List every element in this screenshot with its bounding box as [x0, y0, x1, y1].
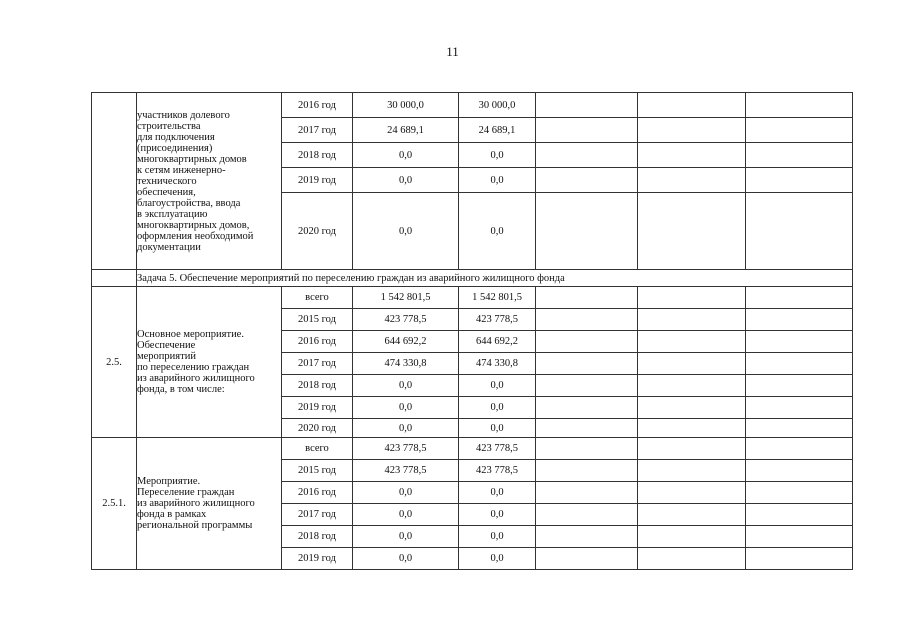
total-value: 0,0 — [353, 419, 459, 438]
total-value: 474 330,8 — [353, 353, 459, 375]
empty-cell — [536, 193, 638, 270]
budget-value: 423 778,5 — [459, 309, 536, 331]
activity-name-line: фонда, в том числе: — [137, 384, 225, 395]
budget-value: 0,0 — [459, 504, 536, 526]
empty-cell — [536, 375, 638, 397]
budget-value: 30 000,0 — [459, 93, 536, 118]
activity-name-line: обеспечения, — [137, 187, 196, 198]
total-value: 0,0 — [353, 397, 459, 419]
empty-cell — [638, 504, 746, 526]
activity-name — [137, 438, 282, 570]
empty-cell — [746, 375, 853, 397]
year-cell: 2020 год — [282, 193, 353, 270]
empty-cell — [638, 375, 746, 397]
empty-cell — [746, 526, 853, 548]
empty-cell — [536, 438, 638, 460]
year-cell: 2015 год — [282, 460, 353, 482]
row-number: 2.5.1. — [92, 438, 137, 570]
budget-value: 0,0 — [459, 375, 536, 397]
activity-name-line: Мероприятие. — [137, 476, 201, 487]
empty-cell — [746, 460, 853, 482]
task-title: Задача 5. Обеспечение мероприятий по переселению граждан из аварийного жилищного фонда — [137, 270, 853, 287]
empty-cell — [638, 193, 746, 270]
total-value: 0,0 — [353, 504, 459, 526]
total-value: 423 778,5 — [353, 309, 459, 331]
empty-cell — [746, 438, 853, 460]
total-value: 0,0 — [353, 375, 459, 397]
year-cell: 2018 год — [282, 526, 353, 548]
year-cell: 2017 год — [282, 353, 353, 375]
year-cell: 2016 год — [282, 482, 353, 504]
activity-name-line: Основное мероприятие. — [137, 329, 244, 340]
empty-cell — [746, 93, 853, 118]
table-row — [92, 438, 853, 460]
activity-name-line: региональной программы — [137, 520, 253, 531]
empty-cell — [746, 397, 853, 419]
empty-cell — [536, 331, 638, 353]
empty-cell — [536, 143, 638, 168]
empty-cell — [638, 419, 746, 438]
budget-value: 423 778,5 — [459, 460, 536, 482]
empty-cell — [536, 168, 638, 193]
activity-name — [137, 93, 282, 270]
budget-value: 0,0 — [459, 168, 536, 193]
empty-cell — [638, 331, 746, 353]
program-table — [91, 92, 853, 570]
empty-cell — [638, 482, 746, 504]
table-row — [92, 93, 853, 118]
activity-name-line: из аварийного жилищного — [137, 498, 255, 509]
empty-cell — [638, 93, 746, 118]
budget-value: 1 542 801,5 — [459, 287, 536, 309]
activity-name-line: документации — [137, 242, 201, 253]
empty-cell — [536, 118, 638, 143]
activity-name-line: мероприятий — [137, 351, 196, 362]
year-cell: 2020 год — [282, 419, 353, 438]
budget-value: 0,0 — [459, 482, 536, 504]
total-value: 24 689,1 — [353, 118, 459, 143]
year-cell: 2018 год — [282, 143, 353, 168]
budget-value: 0,0 — [459, 526, 536, 548]
total-value: 0,0 — [353, 526, 459, 548]
empty-cell — [746, 504, 853, 526]
budget-value: 0,0 — [459, 548, 536, 570]
empty-cell — [638, 309, 746, 331]
year-cell: 2019 год — [282, 548, 353, 570]
activity-name-line: Обеспечение — [137, 340, 196, 351]
empty-cell — [536, 287, 638, 309]
empty-cell — [536, 353, 638, 375]
page-number: 11 — [446, 44, 459, 59]
year-cell: 2016 год — [282, 331, 353, 353]
empty-cell — [638, 353, 746, 375]
activity-name-line: из аварийного жилищного — [137, 373, 255, 384]
year-cell: 2017 год — [282, 118, 353, 143]
activity-name-line: многоквартирных домов — [137, 154, 247, 165]
empty-cell — [638, 460, 746, 482]
activity-name-line: к сетям инженерно- — [137, 165, 226, 176]
empty-cell — [536, 482, 638, 504]
budget-value: 474 330,8 — [459, 353, 536, 375]
empty-cell — [746, 419, 853, 438]
empty-cell — [638, 118, 746, 143]
budget-value: 0,0 — [459, 193, 536, 270]
total-value: 0,0 — [353, 168, 459, 193]
empty-cell — [746, 353, 853, 375]
total-value: 0,0 — [353, 143, 459, 168]
activity-name-line: в эксплуатацию — [137, 209, 208, 220]
activity-name-line: по переселению граждан — [137, 362, 250, 373]
year-cell: 2016 год — [282, 93, 353, 118]
empty-cell — [536, 419, 638, 438]
total-value: 644 692,2 — [353, 331, 459, 353]
budget-value: 644 692,2 — [459, 331, 536, 353]
activity-name-line: фонда в рамках — [137, 509, 207, 520]
activity-name-line: (присоединения) — [137, 143, 213, 154]
budget-value: 0,0 — [459, 419, 536, 438]
year-cell: всего — [282, 287, 353, 309]
empty-cell — [536, 309, 638, 331]
empty-cell — [638, 548, 746, 570]
empty-cell — [638, 438, 746, 460]
empty-cell — [536, 526, 638, 548]
total-value: 30 000,0 — [353, 93, 459, 118]
empty-cell — [746, 331, 853, 353]
budget-value: 0,0 — [459, 143, 536, 168]
empty-cell — [536, 397, 638, 419]
empty-cell — [746, 548, 853, 570]
empty-cell — [536, 504, 638, 526]
year-cell: 2019 год — [282, 168, 353, 193]
total-value: 0,0 — [353, 193, 459, 270]
empty-cell — [746, 482, 853, 504]
table-row — [92, 287, 853, 309]
total-value: 0,0 — [353, 482, 459, 504]
empty-cell — [746, 287, 853, 309]
task-num-cell — [92, 270, 137, 287]
activity-name-line: для подключения — [137, 132, 215, 143]
empty-cell — [536, 93, 638, 118]
year-cell: 2018 год — [282, 375, 353, 397]
row-number: 2.5. — [92, 287, 137, 438]
activity-name-line: благоустройства, ввода — [137, 198, 241, 209]
activity-name-line: участников долевого — [137, 110, 230, 121]
activity-name — [137, 287, 282, 438]
activity-name-line: строительства — [137, 121, 201, 132]
activity-name-line: оформления необходимой — [137, 231, 254, 242]
empty-cell — [746, 118, 853, 143]
empty-cell — [638, 526, 746, 548]
empty-cell — [746, 168, 853, 193]
row-number — [92, 93, 137, 270]
empty-cell — [638, 168, 746, 193]
budget-value: 0,0 — [459, 397, 536, 419]
task-row — [92, 270, 853, 287]
empty-cell — [638, 143, 746, 168]
empty-cell — [536, 460, 638, 482]
empty-cell — [746, 193, 853, 270]
activity-name-line: многоквартирных домов, — [137, 220, 250, 231]
year-cell: всего — [282, 438, 353, 460]
empty-cell — [638, 287, 746, 309]
empty-cell — [746, 309, 853, 331]
total-value: 0,0 — [353, 548, 459, 570]
empty-cell — [536, 548, 638, 570]
total-value: 423 778,5 — [353, 460, 459, 482]
activity-name-line: технического — [137, 176, 197, 187]
year-cell: 2017 год — [282, 504, 353, 526]
year-cell: 2019 год — [282, 397, 353, 419]
year-cell: 2015 год — [282, 309, 353, 331]
budget-value: 423 778,5 — [459, 438, 536, 460]
total-value: 423 778,5 — [353, 438, 459, 460]
total-value: 1 542 801,5 — [353, 287, 459, 309]
budget-value: 24 689,1 — [459, 118, 536, 143]
activity-name-line: Переселение граждан — [137, 487, 235, 498]
empty-cell — [638, 397, 746, 419]
empty-cell — [746, 143, 853, 168]
